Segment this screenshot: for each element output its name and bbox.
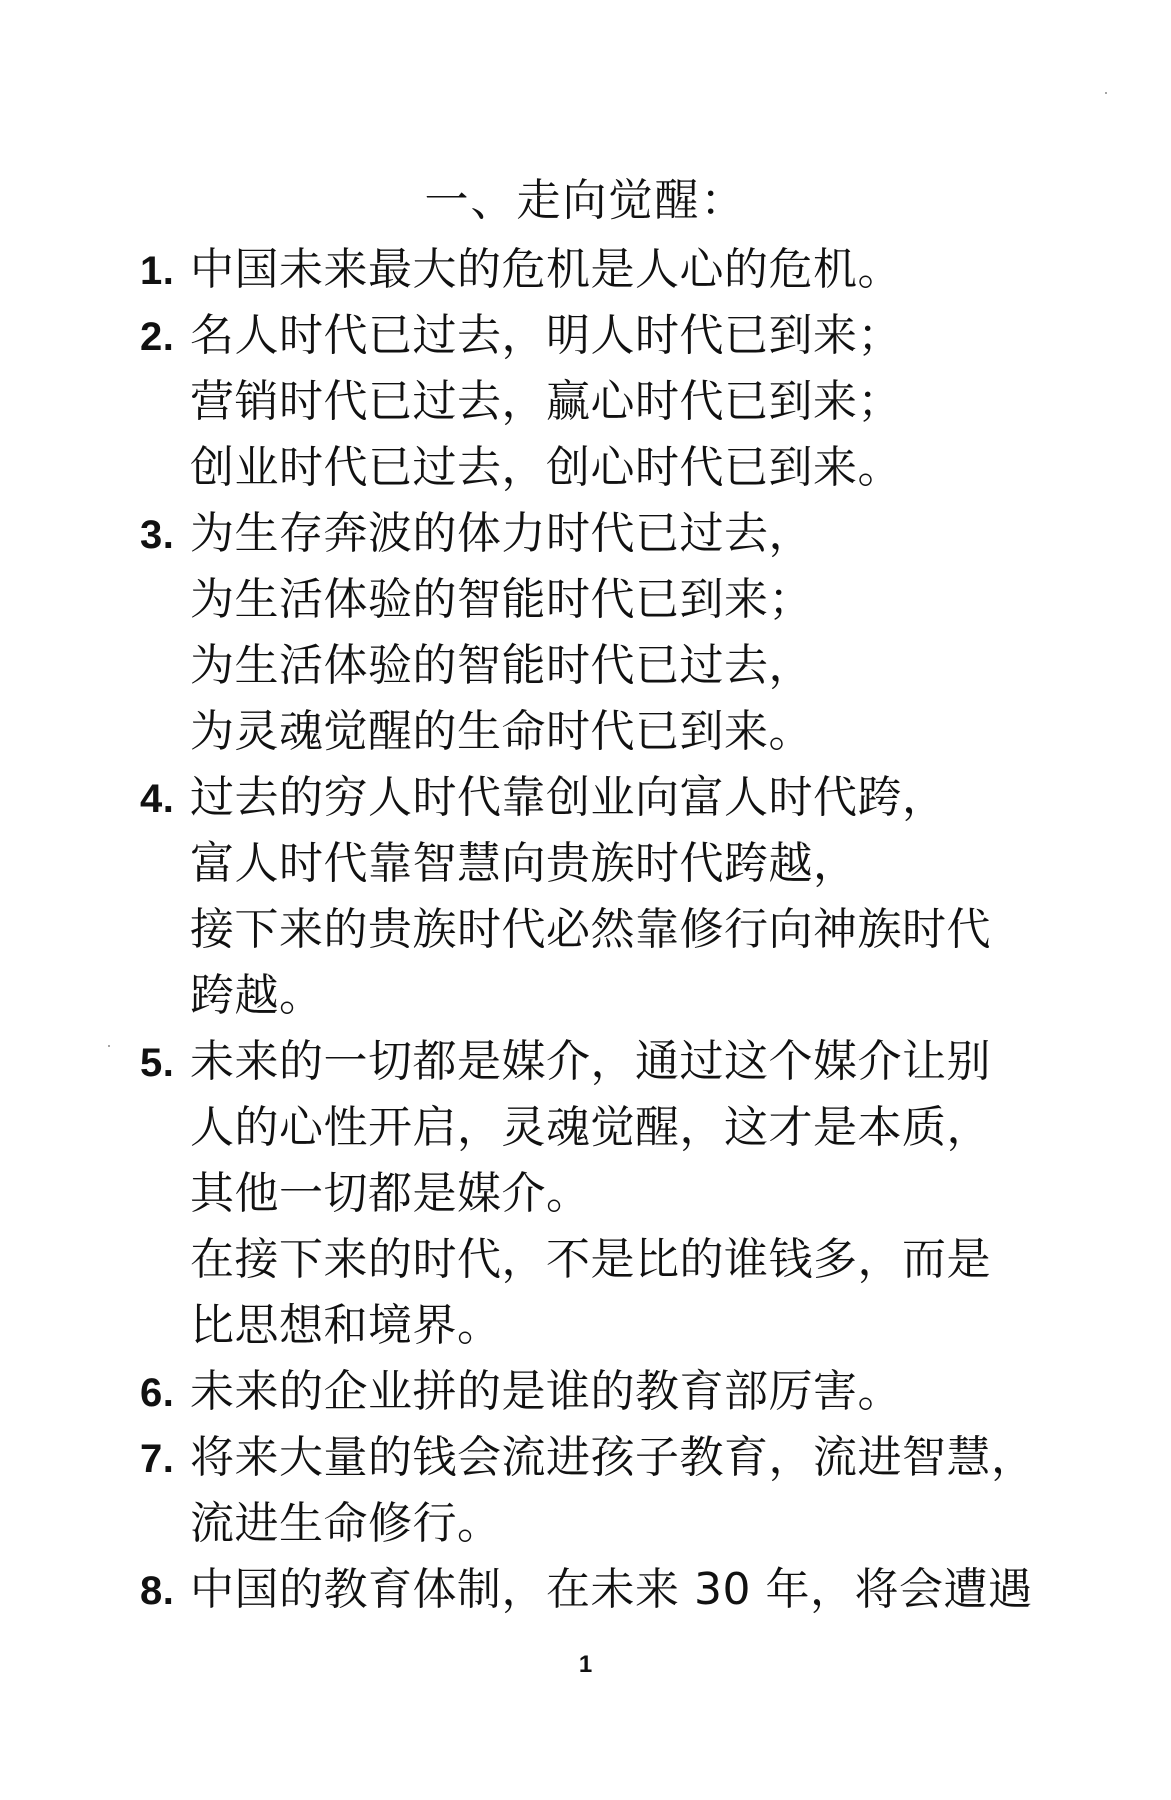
list-item-continuation-line [140,963,1020,1029]
list-item-continuation-line [140,1293,1020,1359]
list-item-text: 为生活体验的智能时代已到来； [190,574,813,625]
list-item-continuation-line [140,435,1020,501]
list-item-number: 4. [140,777,175,821]
list-item-text: 中国的教育体制，在未来 30 年，将会遭遇 [190,1564,1033,1615]
list-item [140,1359,1020,1425]
list-item-continuation-line [140,1491,1020,1557]
list-item-continuation-line [140,1161,1020,1227]
list-item-text: 为灵魂觉醒的生命时代已到来。 [190,706,813,757]
list-item-first-line [140,303,1020,369]
page-number: 1 [578,1651,593,1678]
list-item [140,765,1020,1029]
list-item [140,1029,1020,1359]
list-item-text: 跨越。 [190,970,324,1021]
list-item [140,1425,1036,1557]
list-item-text: 未来的一切都是媒介，通过这个媒介让别 [190,1036,991,1087]
numbered-list [140,237,1036,1623]
list-item-text: 其他一切都是媒介。 [190,1168,591,1219]
list-item-first-line [140,1029,1020,1095]
list-item-number: 1. [140,249,175,293]
list-item-text: 将来大量的钱会流进孩子教育，流进智慧， [190,1432,1036,1483]
list-item-text: 创业时代已过去，创心时代已到来。 [190,442,902,493]
list-item-text: 营销时代已过去，赢心时代已到来； [190,376,902,427]
list-item-number: 5. [140,1041,175,1085]
list-item-text: 未来的企业拼的是谁的教育部厉害。 [190,1366,902,1417]
list-item-text: 中国未来最大的危机是人心的危机。 [190,244,902,295]
list-item [140,1557,1033,1623]
list-item-continuation-line [140,1095,1020,1161]
list-item-continuation-line [140,699,1020,765]
list-item-text: 接下来的贵族时代必然靠修行向神族时代 [190,904,991,955]
list-item [140,237,1020,303]
list-item-text: 比思想和境界。 [190,1300,502,1351]
list-item-first-line [140,237,1020,303]
list-item-number: 3. [140,513,175,557]
list-item [140,501,1020,765]
list-item-text: 富人时代靠智慧向贵族时代跨越， [190,838,858,889]
list-item-continuation-line [140,897,1020,963]
list-item-number: 8. [140,1569,175,1613]
list-item-text: 为生存奔波的体力时代已过去， [190,508,813,559]
list-item-continuation-line [140,369,1020,435]
list-item-text: 为生活体验的智能时代已过去， [190,640,813,691]
list-item-number: 7. [140,1437,175,1481]
scan-speck [1105,92,1107,94]
section-title: 一、走向觉醒： [424,175,747,226]
list-item-text: 过去的穷人时代靠创业向富人时代跨， [190,772,947,823]
list-item-text: 名人时代已过去，明人时代已到来； [190,310,902,361]
list-item-continuation-line [140,633,1020,699]
list-item [140,303,1020,501]
list-item-first-line [140,501,1020,567]
list-item-continuation-line [140,1227,1020,1293]
list-item-number: 2. [140,315,175,359]
list-item-first-line [140,1557,1033,1623]
list-item-text: 在接下来的时代，不是比的谁钱多，而是 [190,1234,991,1285]
list-item-first-line [140,1425,1036,1491]
list-item-first-line [140,1359,1020,1425]
list-item-continuation-line [140,567,1020,633]
scan-speck [108,1045,110,1047]
list-item-number: 6. [140,1371,175,1415]
list-item-text: 人的心性开启，灵魂觉醒，这才是本质， [190,1102,991,1153]
list-item-continuation-line [140,831,1020,897]
list-item-first-line [140,765,1020,831]
list-item-text: 流进生命修行。 [190,1498,502,1549]
